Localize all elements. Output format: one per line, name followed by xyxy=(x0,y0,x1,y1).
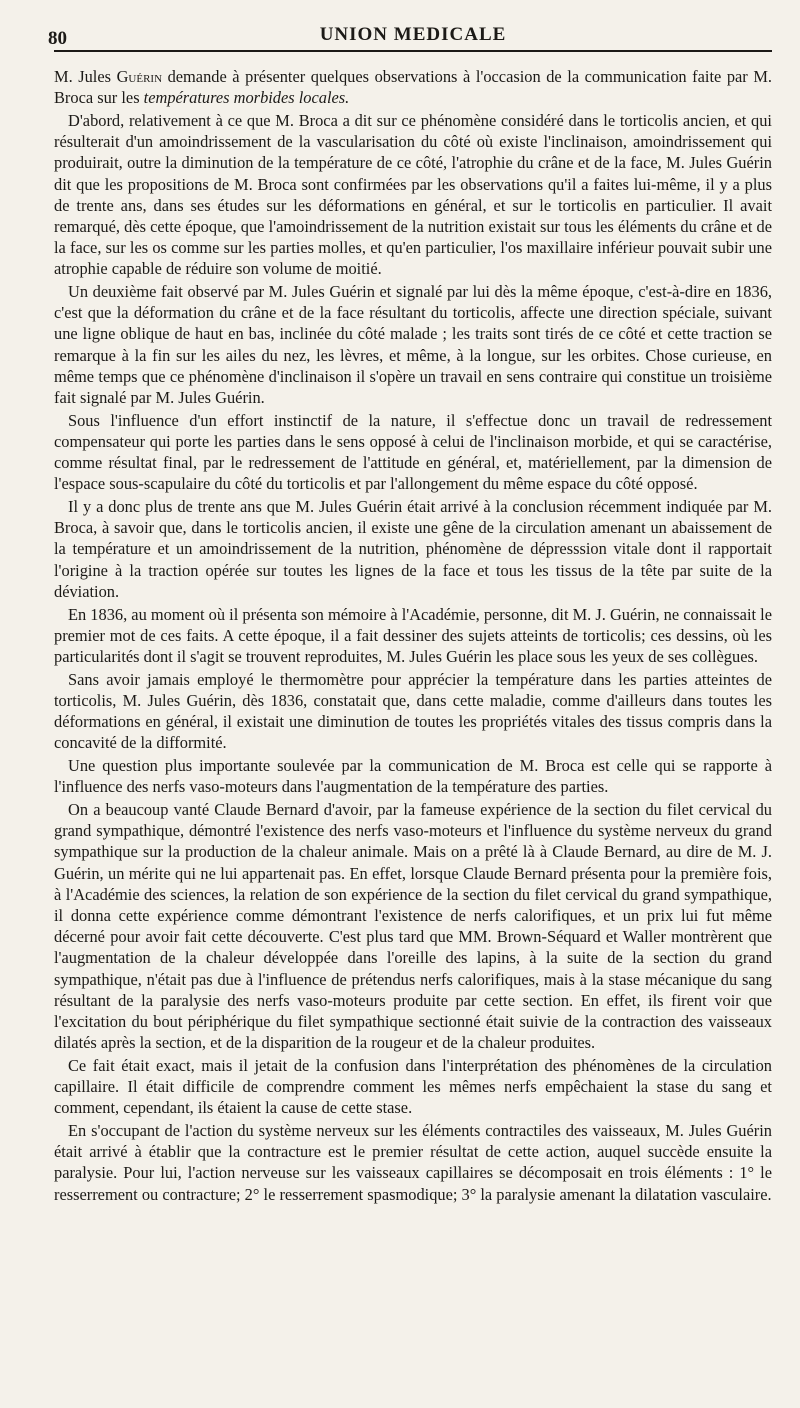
running-title: UNION MEDICALE xyxy=(319,24,507,45)
paragraph-8: On a beaucoup vanté Claude Bernard d'avoir, par la fameuse expérience de la section du filet cervical du grand sympathique, démontré l'existence des nerfs vaso-moteurs et l'influence du système nerveux du grand sympathique sur la production de la chaleur animale. Mais on a prêté là à Claude Bernard, au dire de M. J. Guérin, un mérite qui ne lui appartenait pas. En effet, lorsque Claude Bernard présenta pour la première fois, à l'Académie des sciences, la relation de son expérience de la section du filet cervical du grand sympathique, il donna cette expérience comme démontrant l'existence de nerfs calorifiques, et un prix lui fut même décerné pour avoir fait cette découverte. C'est plus tard que MM. Brown-Séquard et Waller montrèrent que l'augmentation de la chaleur développée dans l'oreille des lapins, à la suite de la section du grand sympathique, n'était pas due à l'influence de prétendus nerfs calorifiques, mais à la stase mécanique du sang résultant de la paralysie des nerfs vaso-moteurs produite par cette section. En effet, ils firent voir que l'excitation du bout périphérique du filet sympathique sectionné était suivie de la contraction des vaisseaux dilatés après la section, et de la disparition de la rougeur et de la chaleur produites. xyxy=(54,799,772,1053)
paragraph-7: Une question plus importante soulevée par la communication de M. Broca est celle qui se rapporte à l'influence des nerfs vaso-moteurs dans l'augmentation de la température des parties. xyxy=(54,756,772,797)
paragraph-9: Ce fait était exact, mais il jetait de la confusion dans l'interprétation des phénomènes de la circulation capillaire. Il était difficile de comprendre comment les mêmes nerfs empêchaient la stase du sang et comment, cependant, ils étaient la cause de cette stase. xyxy=(54,1055,772,1118)
article-body xyxy=(54,66,772,1205)
intro-paragraph xyxy=(54,66,772,108)
intro-text-2: demande à présenter quelques observations à l'occasion de la communication faite par M. Broca sur les xyxy=(54,67,772,108)
paragraph-6: Sans avoir jamais employé le thermomètre pour apprécier la température dans les parties atteintes de torticolis, M. Jules Guérin, dès 1836, constatait que, dans cette maladie, comme d'ailleurs dans toutes les déformations en général, il existait une diminution de toutes les propriétés vitales des tissus compris dans la concavité de la difformité. xyxy=(54,669,772,753)
intro-italic-title: températures morbides locales. xyxy=(143,88,350,108)
paragraph-10: En s'occupant de l'action du système nerveux sur les éléments contractiles des vaisseaux, M. Jules Guérin était arrivé à établir que la contracture est le premier résultat de cette action, auquel succède ensuite la paralysie. Pour lui, l'action nerveuse sur les vaisseaux capillaires se décomposait en trois éléments : 1° le resserrement ou contracture; 2° le resserrement spasmodique; 3° la paralysie amenant la dilatation vasculaire. xyxy=(54,1120,772,1204)
paragraph-5: En 1836, au moment où il présenta son mémoire à l'Académie, personne, dit M. J. Guérin, ne connaissait le premier mot de ces faits. A cette époque, il a fait dessiner des sujets atteints de torticolis; ces dessins, où les particularités dont il s'agit se trouvent reproduites, M. Jules Guérin les place sous les yeux de ses collègues. xyxy=(54,604,772,666)
page-number: 80 xyxy=(48,28,67,49)
paragraph-4: Il y a donc plus de trente ans que M. Jules Guérin était arrivé à la conclusion récemment indiquée par M. Broca, à savoir que, dans le torticolis ancien, il existe une gêne de la circulation amenant un abaissement de la température et un amoindrissement de la nutrition, phénomène de dépresssion vitale dont il rapportait l'origine à la traction opérée sur toutes les lignes de la face et tous les tissus de la tête par suite de la déviation. xyxy=(54,497,772,601)
page-header xyxy=(48,22,772,52)
paragraph-3: Sous l'influence d'un effort instinctif de la nature, il s'effectue donc un travail de redressement compensateur qui porte les parties dans le sens opposé à celui de l'inclinaison morbide, et qui se caractérise, comme résultat final, par le redressement de l'attitude en général, et, matériellement, par la dimension de l'espace sous-scapulaire du côté du torticolis et par l'allongement du même espace du côté opposé. xyxy=(54,410,772,494)
paragraph-1: D'abord, relativement à ce que M. Broca a dit sur ce phénomène considéré dans le torticolis ancien, et qui résulterait d'un amoindrissement de la vascularisation du côté où existe l'inclinaison, amoindrissement qui produirait, outre la diminution de la température de ce côté, l'atrophie du crâne et de la face, M. Jules Guérin dit que les propositions de M. Broca sont confirmées par les observations qu'il a faites lui-même, il y a plus de trente ans, dans ses études sur les déformations en général, et sur le torticolis en particulier. Il avait remarqué, dès cette époque, que l'amoindrissement de la nutrition existait sur tous les éléments du crâne et de la face, sur les os comme sur les parties molles, et qu'en particulier, l'os maxillaire inférieur pouvait subir une atrophie capable de réduire son volume de moitié. xyxy=(54,110,772,279)
intro-text-1: M. Jules xyxy=(54,67,117,86)
paragraph-2: Un deuxième fait observé par M. Jules Guérin et signalé par lui dès la même époque, c'est-à-dire en 1836, c'est que la déformation du crâne et de la face résultant du torticolis, affecte une direction spéciale, suivant une ligne oblique de haut en bas, inclinée du côté malade ; les traits sont tirés de ce côté et cette traction se remarque à la fin sur les ailes du nez, les lèvres, et même, à la longue, sur les orbites. Chose curieuse, en même temps que ce phénomène d'inclinaison il s'opère un travail en sens contraire qui constitue un troisième fait signalé par M. Jules Guérin. xyxy=(54,282,772,408)
intro-name: Guérin xyxy=(116,67,163,86)
